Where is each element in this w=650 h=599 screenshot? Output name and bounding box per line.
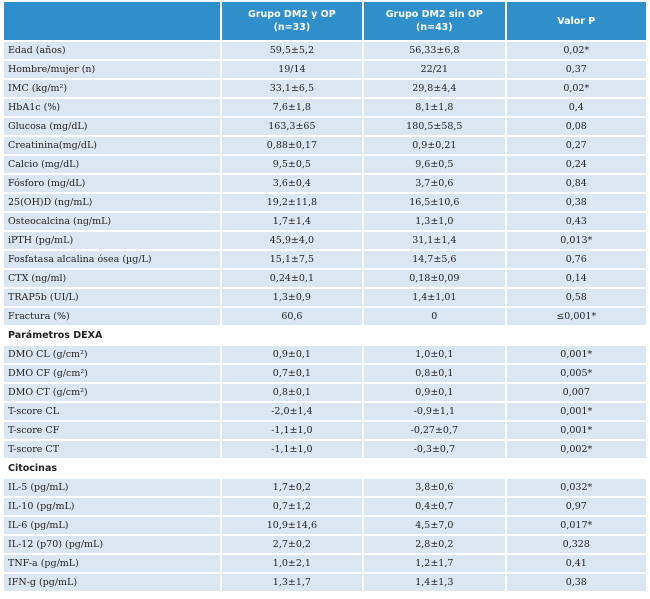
value-cell: 0,9±0,1 <box>364 384 504 401</box>
table-row <box>4 251 646 268</box>
table-row <box>4 213 646 230</box>
row-label: Calcio (mg/dL) <box>4 156 220 173</box>
row-label: DMO CT (g/cm²) <box>4 384 220 401</box>
p-value-cell: 0,24 <box>507 156 646 173</box>
value-cell: 1,0±0,1 <box>364 346 504 363</box>
value-cell: 0,9±0,21 <box>364 137 504 154</box>
header-empty-cell <box>4 2 220 40</box>
p-value-cell: 0,38 <box>507 574 646 591</box>
value-cell: 1,3±0,9 <box>222 289 362 306</box>
table-row <box>4 232 646 249</box>
value-cell: 0,8±0,1 <box>222 384 362 401</box>
value-cell: 0,24±0,1 <box>222 270 362 287</box>
row-label: Fractura (%) <box>4 308 220 325</box>
header-group-dm2-no-op-n: (n=43) <box>416 22 453 33</box>
row-label: TRAP5b (UI/L) <box>4 289 220 306</box>
p-value-cell: 0,41 <box>507 555 646 572</box>
section-citocinas <box>4 460 646 477</box>
value-cell: 19/14 <box>222 61 362 78</box>
p-value-cell: 0,76 <box>507 251 646 268</box>
table-row <box>4 308 646 325</box>
table-row <box>4 384 646 401</box>
section-title: Parámetros DEXA <box>4 327 646 344</box>
value-cell: 1,3±1,7 <box>222 574 362 591</box>
p-value-cell: 0,005* <box>507 365 646 382</box>
row-label: DMO CL (g/cm²) <box>4 346 220 363</box>
row-label: IMC (kg/m²) <box>4 80 220 97</box>
table-row <box>4 80 646 97</box>
p-value-cell: 0,013* <box>507 232 646 249</box>
table-row <box>4 403 646 420</box>
row-label: TNF-a (pg/mL) <box>4 555 220 572</box>
row-label: Fosfatasa alcalina ósea (µg/L) <box>4 251 220 268</box>
value-cell: 31,1±1,4 <box>364 232 504 249</box>
p-value-cell: 0,032* <box>507 479 646 496</box>
row-label: IL-5 (pg/mL) <box>4 479 220 496</box>
value-cell: 1,7±1,4 <box>222 213 362 230</box>
table-row <box>4 517 646 534</box>
value-cell: 14,7±5,6 <box>364 251 504 268</box>
p-value-cell: 0,007 <box>507 384 646 401</box>
header-group-dm2-op <box>222 2 362 40</box>
table-row <box>4 441 646 458</box>
value-cell: 1,4±1,01 <box>364 289 504 306</box>
value-cell: 163,3±65 <box>222 118 362 135</box>
value-cell: 0 <box>364 308 504 325</box>
value-cell: 4,5±7,0 <box>364 517 504 534</box>
table-row <box>4 365 646 382</box>
value-cell: 60,6 <box>222 308 362 325</box>
value-cell: 180,5±58,5 <box>364 118 504 135</box>
table-row <box>4 194 646 211</box>
value-cell: 16,5±10,6 <box>364 194 504 211</box>
p-value-cell: 0,002* <box>507 441 646 458</box>
table-row <box>4 536 646 553</box>
row-label: T-score CF <box>4 422 220 439</box>
table-row <box>4 137 646 154</box>
value-cell: 8,1±1,8 <box>364 99 504 116</box>
p-value-cell: 0,14 <box>507 270 646 287</box>
value-cell: -0,27±0,7 <box>364 422 504 439</box>
value-cell: 1,3±1,0 <box>364 213 504 230</box>
value-cell: 22/21 <box>364 61 504 78</box>
header-group-dm2-no-op-name: Grupo DM2 sin OP <box>385 9 483 20</box>
row-label: IL-12 (p70) (pg/mL) <box>4 536 220 553</box>
header-group-dm2-no-op <box>364 2 504 40</box>
value-cell: 15,1±7,5 <box>222 251 362 268</box>
table-row <box>4 270 646 287</box>
p-value-cell: 0,328 <box>507 536 646 553</box>
p-value-cell: 0,001* <box>507 422 646 439</box>
value-cell: 1,7±0,2 <box>222 479 362 496</box>
row-label: T-score CL <box>4 403 220 420</box>
value-cell: 0,18±0,09 <box>364 270 504 287</box>
header-group-dm2-op-name: Grupo DM2 y OP <box>248 9 336 20</box>
table-row <box>4 498 646 515</box>
section-title: Citocinas <box>4 460 646 477</box>
value-cell: -1,1±1,0 <box>222 422 362 439</box>
value-cell: 56,33±6,8 <box>364 42 504 59</box>
row-label: iPTH (pg/mL) <box>4 232 220 249</box>
value-cell: 1,2±1,7 <box>364 555 504 572</box>
row-label: DMO CF (g/cm²) <box>4 365 220 382</box>
p-value-cell: 0,017* <box>507 517 646 534</box>
value-cell: 0,9±0,1 <box>222 346 362 363</box>
table-row <box>4 175 646 192</box>
row-label: IFN-g (pg/mL) <box>4 574 220 591</box>
row-label: CTX (ng/ml) <box>4 270 220 287</box>
p-value-cell: 0,02* <box>507 80 646 97</box>
p-value-cell: 0,02* <box>507 42 646 59</box>
value-cell: 0,4±0,7 <box>364 498 504 515</box>
value-cell: 9,5±0,5 <box>222 156 362 173</box>
row-label: Osteocalcina (ng/mL) <box>4 213 220 230</box>
value-cell: 1,0±2,1 <box>222 555 362 572</box>
row-label: Hombre/mujer (n) <box>4 61 220 78</box>
p-value-cell: 0,97 <box>507 498 646 515</box>
row-label: Fósforo (mg/dL) <box>4 175 220 192</box>
row-label: Glucosa (mg/dL) <box>4 118 220 135</box>
table-row <box>4 118 646 135</box>
value-cell: 0,7±1,2 <box>222 498 362 515</box>
value-cell: 7,6±1,8 <box>222 99 362 116</box>
table-row <box>4 156 646 173</box>
table-row <box>4 422 646 439</box>
p-value-cell: 0,08 <box>507 118 646 135</box>
results-table <box>2 0 648 593</box>
value-cell: 29,8±4,4 <box>364 80 504 97</box>
value-cell: -0,9±1,1 <box>364 403 504 420</box>
row-label: T-score CT <box>4 441 220 458</box>
header-group-dm2-op-n: (n=33) <box>273 22 311 33</box>
header-row <box>4 2 646 40</box>
value-cell: 10,9±14,6 <box>222 517 362 534</box>
section-dexa <box>4 327 646 344</box>
value-cell: 45,9±4,0 <box>222 232 362 249</box>
header-p-value: Valor P <box>507 2 646 40</box>
p-value-cell: 0,37 <box>507 61 646 78</box>
p-value-cell: ≤0,001* <box>507 308 646 325</box>
p-value-cell: 0,84 <box>507 175 646 192</box>
row-label: IL-10 (pg/mL) <box>4 498 220 515</box>
table-row <box>4 574 646 591</box>
p-value-cell: 0,43 <box>507 213 646 230</box>
row-label: HbA1c (%) <box>4 99 220 116</box>
value-cell: 0,7±0,1 <box>222 365 362 382</box>
row-label: 25(OH)D (ng/mL) <box>4 194 220 211</box>
table-row <box>4 346 646 363</box>
table-row <box>4 555 646 572</box>
p-value-cell: 0,4 <box>507 99 646 116</box>
value-cell: 2,7±0,2 <box>222 536 362 553</box>
row-label: IL-6 (pg/mL) <box>4 517 220 534</box>
value-cell: 59,5±5,2 <box>222 42 362 59</box>
table-row <box>4 99 646 116</box>
value-cell: 1,4±1,3 <box>364 574 504 591</box>
value-cell: 0,88±0,17 <box>222 137 362 154</box>
p-value-cell: 0,001* <box>507 403 646 420</box>
row-label: Creatinina(mg/dL) <box>4 137 220 154</box>
p-value-cell: 0,58 <box>507 289 646 306</box>
row-label: Edad (años) <box>4 42 220 59</box>
table-row <box>4 479 646 496</box>
table-body <box>4 42 646 591</box>
value-cell: 2,8±0,2 <box>364 536 504 553</box>
value-cell: 9,6±0,5 <box>364 156 504 173</box>
value-cell: 3,7±0,6 <box>364 175 504 192</box>
table-row <box>4 42 646 59</box>
value-cell: 0,8±0,1 <box>364 365 504 382</box>
value-cell: -0,3±0,7 <box>364 441 504 458</box>
value-cell: 19,2±11,8 <box>222 194 362 211</box>
p-value-cell: 0,001* <box>507 346 646 363</box>
p-value-cell: 0,38 <box>507 194 646 211</box>
value-cell: -2,0±1,4 <box>222 403 362 420</box>
value-cell: 3,6±0,4 <box>222 175 362 192</box>
value-cell: 3,8±0,6 <box>364 479 504 496</box>
table-row <box>4 289 646 306</box>
value-cell: 33,1±6,5 <box>222 80 362 97</box>
table-row <box>4 61 646 78</box>
value-cell: -1,1±1,0 <box>222 441 362 458</box>
p-value-cell: 0,27 <box>507 137 646 154</box>
